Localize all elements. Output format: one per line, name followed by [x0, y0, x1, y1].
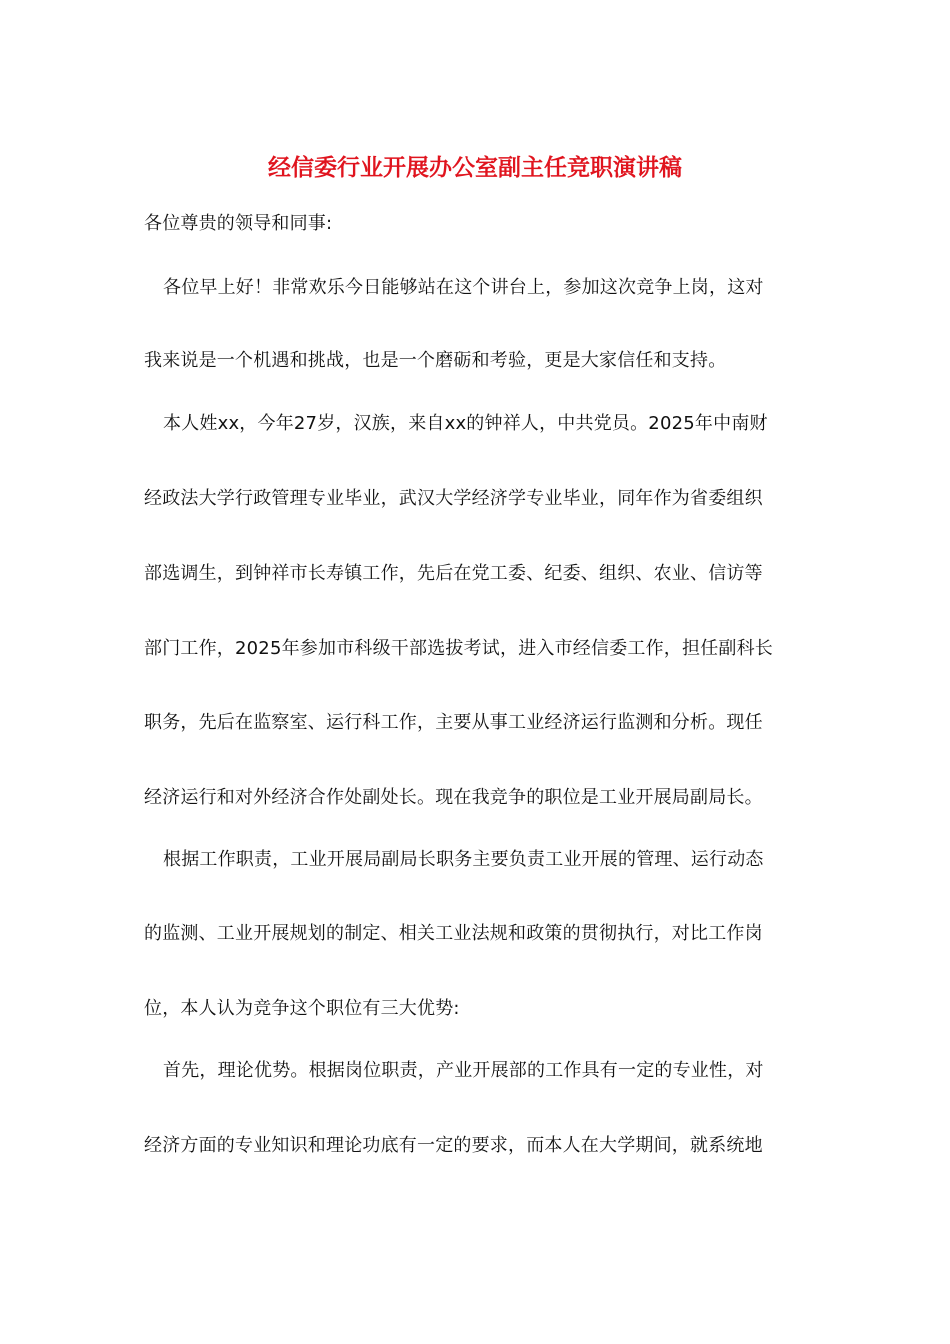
- paragraph-line: 部选调生，到钟祥市长寿镇工作，先后在党工委、纪委、组织、农业、信访等: [144, 563, 763, 584]
- paragraph-line: 根据工作职责，工业开展局副局长职务主要负责工业开展的管理、运行动态: [163, 849, 764, 870]
- paragraph-line: 的监测、工业开展规划的制定、相关工业法规和政策的贯彻执行，对比工作岗: [144, 923, 763, 944]
- paragraph-line: 我来说是一个机遇和挑战，也是一个磨砺和考验，更是大家信任和支持。: [144, 350, 727, 371]
- paragraph-line: 首先，理论优势。根据岗位职责，产业开展部的工作具有一定的专业性，对: [163, 1060, 764, 1081]
- paragraph-line: 经政法大学行政管理专业毕业，武汉大学经济学专业毕业，同年作为省委组织: [144, 488, 763, 509]
- document-title: 经信委行业开展办公室副主任竞职演讲稿: [268, 154, 682, 181]
- paragraph-line: 经济运行和对外经济合作处副处长。现在我竞争的职位是工业开展局副局长。: [144, 787, 763, 808]
- paragraph-line: 职务，先后在监察室、运行科工作，主要从事工业经济运行监测和分析。现任: [144, 712, 763, 733]
- paragraph-line: 位，本人认为竞争这个职位有三大优势:: [144, 998, 460, 1019]
- paragraph-line: 各位早上好！非常欢乐今日能够站在这个讲台上，参加这次竞争上岗，这对: [163, 277, 764, 298]
- paragraph-line: 本人姓xx，今年27岁，汉族，来自xx的钟祥人，中共党员。2025年中南财: [163, 413, 768, 434]
- paragraph-line: 经济方面的专业知识和理论功底有一定的要求，而本人在大学期间，就系统地: [144, 1135, 763, 1156]
- paragraph-line: 部门工作，2025年参加市科级干部选拔考试，进入市经信委工作，担任副科长: [144, 638, 774, 659]
- salutation-line: 各位尊贵的领导和同事:: [144, 213, 333, 234]
